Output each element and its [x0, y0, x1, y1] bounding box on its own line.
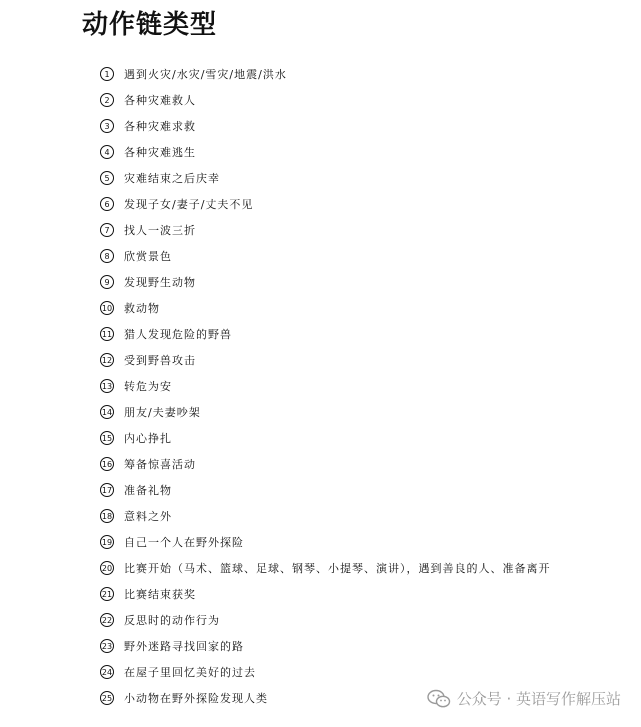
- list-item: [100, 243, 551, 269]
- item-text: 各种灾难求救: [124, 120, 196, 133]
- item-text: 灾难结束之后庆幸: [124, 172, 220, 185]
- item-text: 准备礼物: [124, 484, 172, 497]
- item-text: 发现子女/妻子/丈夫不见: [124, 198, 254, 211]
- item-number: 21: [100, 587, 114, 601]
- wechat-icon: [427, 689, 451, 709]
- list-item: [100, 295, 551, 321]
- item-number: 19: [100, 535, 114, 549]
- item-text: 欣赏景色: [124, 250, 172, 263]
- item-number: 25: [100, 691, 114, 705]
- item-number: 7: [100, 223, 114, 237]
- item-text: 野外迷路寻找回家的路: [124, 640, 244, 653]
- item-number: 22: [100, 613, 114, 627]
- item-number: 11: [100, 327, 114, 341]
- list-item: [100, 113, 551, 139]
- item-number: 4: [100, 145, 114, 159]
- list-item: [100, 659, 551, 685]
- list-item: [100, 477, 551, 503]
- list-item: [100, 165, 551, 191]
- item-text: 自己一个人在野外探险: [124, 536, 244, 549]
- item-text: 筹备惊喜活动: [124, 458, 196, 471]
- list-item: [100, 529, 551, 555]
- item-number: 24: [100, 665, 114, 679]
- item-text: 内心挣扎: [124, 432, 172, 445]
- list-item: [100, 269, 551, 295]
- list-item: [100, 217, 551, 243]
- item-number: 13: [100, 379, 114, 393]
- item-text: 转危为安: [124, 380, 172, 393]
- list-item: [100, 191, 551, 217]
- item-number: 15: [100, 431, 114, 445]
- list-item: [100, 425, 551, 451]
- item-number: 10: [100, 301, 114, 315]
- item-number: 9: [100, 275, 114, 289]
- item-text: 遇到火灾/水灾/雪灾/地震/洪水: [124, 68, 287, 81]
- item-number: 14: [100, 405, 114, 419]
- item-number: 6: [100, 197, 114, 211]
- list-item: [100, 373, 551, 399]
- item-number: 3: [100, 119, 114, 133]
- list-item: [100, 633, 551, 659]
- item-number: 2: [100, 93, 114, 107]
- item-text: 在屋子里回忆美好的过去: [124, 666, 256, 679]
- item-number: 23: [100, 639, 114, 653]
- item-number: 20: [100, 561, 114, 575]
- action-chain-list: [100, 61, 551, 711]
- list-item: [100, 451, 551, 477]
- item-text: 发现野生动物: [124, 276, 196, 289]
- item-number: 17: [100, 483, 114, 497]
- item-number: 18: [100, 509, 114, 523]
- list-item: [100, 581, 551, 607]
- item-text: 受到野兽攻击: [124, 354, 196, 367]
- page-title: 动作链类型: [82, 10, 218, 40]
- item-text: 救动物: [124, 302, 160, 315]
- list-item: [100, 139, 551, 165]
- item-text: 比赛结束获奖: [124, 588, 196, 601]
- item-text: 小动物在野外探险发现人类: [124, 692, 268, 705]
- watermark: [427, 688, 621, 709]
- item-number: 8: [100, 249, 114, 263]
- item-text: 找人一波三折: [124, 224, 196, 237]
- list-item: [100, 503, 551, 529]
- item-text: 朋友/夫妻吵架: [124, 406, 201, 419]
- item-text: 各种灾难逃生: [124, 146, 196, 159]
- watermark-text: 公众号 · 英语写作解压站: [456, 690, 621, 708]
- list-item: [100, 347, 551, 373]
- item-text: 猎人发现危险的野兽: [124, 328, 232, 341]
- item-number: 5: [100, 171, 114, 185]
- list-item: [100, 555, 551, 581]
- item-text: 反思时的动作行为: [124, 614, 220, 627]
- list-item: [100, 87, 551, 113]
- item-text: 比赛开始（马术、篮球、足球、钢琴、小提琴、演讲），遇到善良的人、准备离开: [124, 562, 551, 575]
- list-item: [100, 399, 551, 425]
- list-item: [100, 321, 551, 347]
- item-number: 16: [100, 457, 114, 471]
- list-item: [100, 61, 551, 87]
- item-number: 1: [100, 67, 114, 81]
- item-number: 12: [100, 353, 114, 367]
- list-item: [100, 607, 551, 633]
- item-text: 意料之外: [124, 510, 172, 523]
- item-text: 各种灾难救人: [124, 94, 196, 107]
